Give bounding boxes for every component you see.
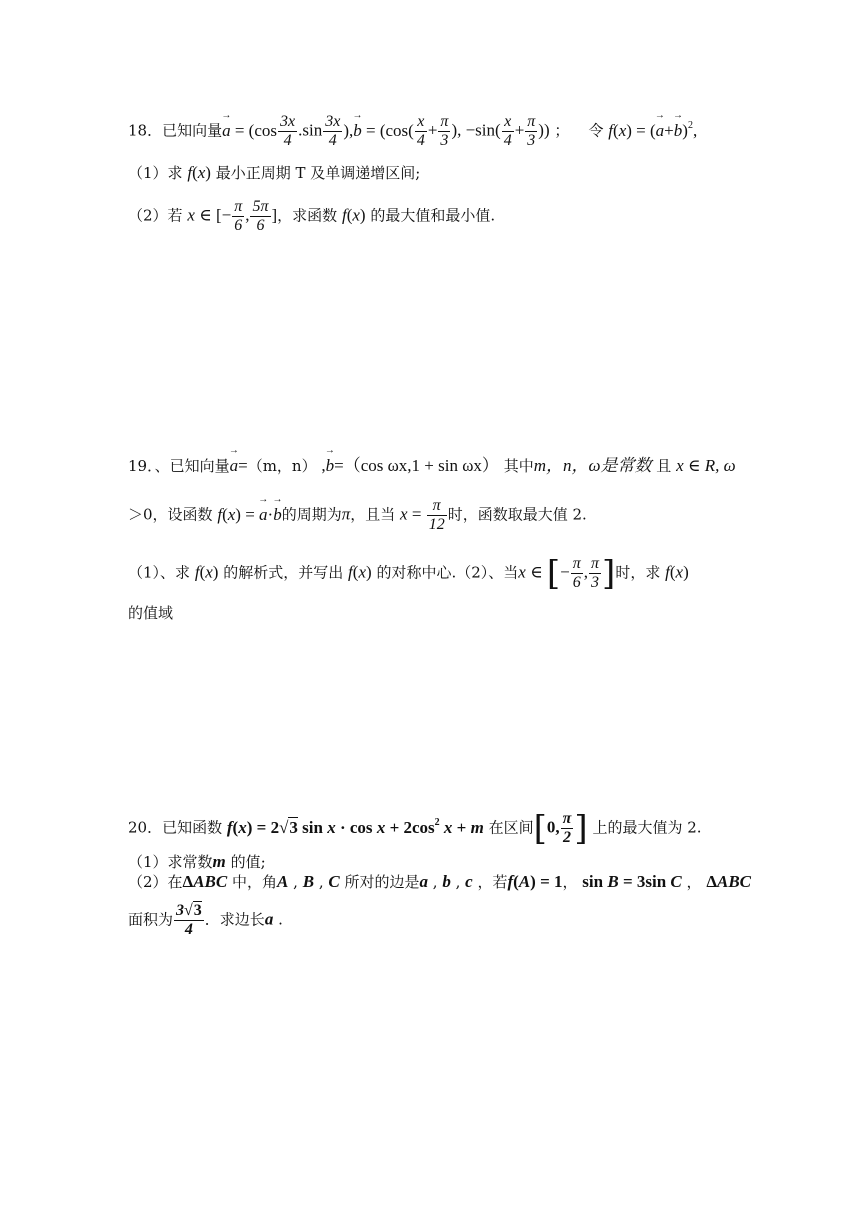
q20-statement: 20．已知函数 f(x) = 2√3 $\sin x \cdot \cos x + 2\cos^2$ x + m 在区间[0, $\frac{\pi}{2}$ ] 上的最大值为 2. [128, 808, 702, 849]
q19-statement: 19．、已知向量→ a=（m，n） ,→ b=（cos ωx,1 + sin ωx） 其中m，n，ω是常数 且 x ∈ R, ω [128, 457, 736, 474]
q19-part2-end: 的值域 [128, 604, 174, 622]
q19-part1-part2: （1）、求 f(x) 的解析式，并写出 f(x) 的对称中心.（2）、当x ∈ [− $\frac{\pi}{6}$ , $\frac{\pi}{3}$ ]时，求 f(x) [128, 553, 689, 594]
q18-part2: （2）若 x ∈ [− $\frac{\pi}{6}$ , $\frac{5\pi}{6}$ ]，求函数 f(x) 的最大值和最小值. [128, 198, 496, 234]
q20-part1: （1）求常数m 的值; [128, 852, 266, 871]
q19-statement-line2: ＞0，设函数 f(x) = → a·→ b的周期为π，且当 x = $\frac{\pi}{12}$ 时，函数取最大值 2. [128, 497, 587, 534]
q18-statement: 18．已知向量→ a = (cos $\frac{3x}{4}$ .sin $\frac{3x}{4}$ ),→ b = (cos( $\frac{x}{4}$ + $\frac{\pi}{3}$ ), −sin( $\frac{x}{4}$ + $\frac{\pi}{3}$ )) ； 令 f(x) = (→ a+→ b)$^2$, [128, 113, 697, 150]
q20-part2-line2: 面积为 $\frac{3√3}{4}$ ．求边长a . [128, 902, 283, 938]
q18-part1: （1）求 f(x) 最小正周期 T 及单调递增区间; [128, 163, 421, 182]
q20-part2: （2）在ΔABC 中，角A , B , C 所对的边是a , b , c ，若f(A) = 1， sin B = 3sin C ， ΔABC [128, 872, 752, 891]
